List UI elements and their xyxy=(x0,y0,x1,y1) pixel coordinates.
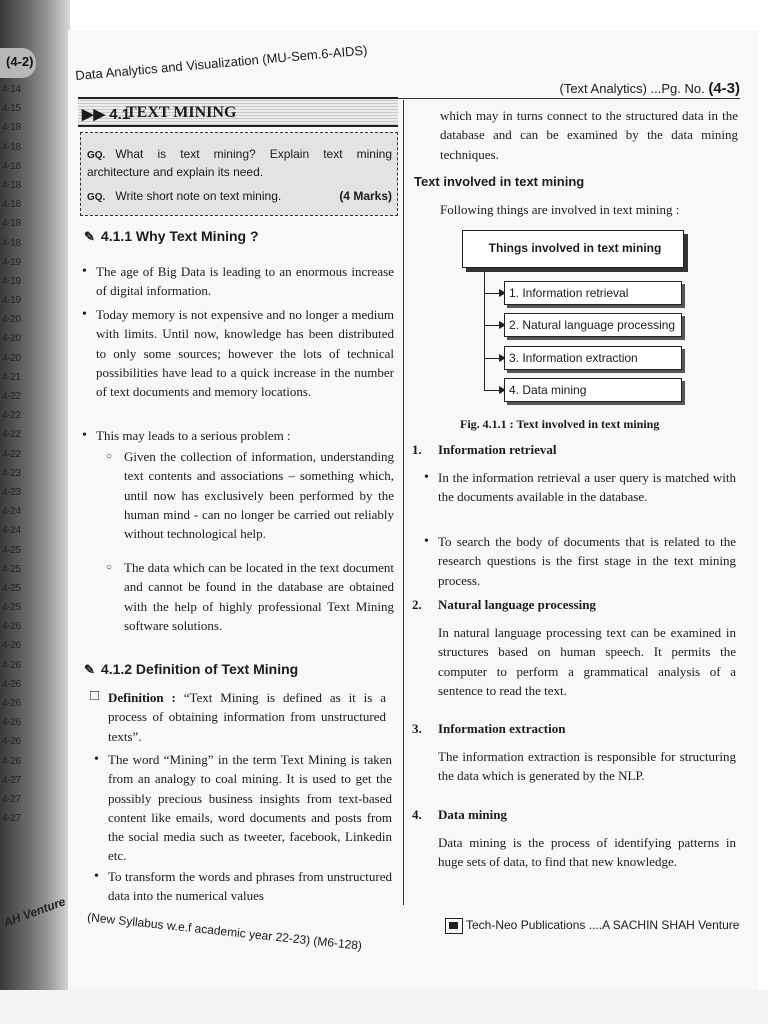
figure-caption: Fig. 4.1.1 : Text involved in text mining xyxy=(460,417,660,431)
side-index-entry: 4-21 xyxy=(2,371,21,383)
side-index-entry: 4-23 xyxy=(2,486,21,498)
why-subpoint-2: ○ The data which can be located in the text document and cannot be found in the database are obtained with the help of highly professional Text Mining software solutions. xyxy=(124,558,394,635)
diagram-connector xyxy=(484,270,485,391)
sec4-heading: 4. Data mining xyxy=(412,807,507,822)
side-index-entry: 4-18 xyxy=(2,237,21,249)
why-bullet-2: • Today memory is not expensive and no longer a medium with limits. Until now, knowledge has been distributed to only some sources; however the lots of technical possibilities have lead to a quick increase in the number of text documents and memory locations. xyxy=(96,305,394,401)
subheading-definition: ✎ 4.1.2 Definition of Text Mining xyxy=(84,661,299,677)
sec1-bullet-2: • To search the body of documents that is related to the research questions is the first stage in the text mining process. xyxy=(438,532,736,590)
side-index-entry: 4-26 xyxy=(2,717,21,729)
side-index-entry: 4-18 xyxy=(2,122,21,134)
publisher-logo-icon xyxy=(445,918,463,934)
page-tab xyxy=(0,48,36,78)
side-index-entry: 4-26 xyxy=(2,755,21,767)
page-tab-label: (4-2) xyxy=(6,54,34,69)
arrow-icon xyxy=(484,325,504,326)
diagram-item-2: 2. Natural language processing xyxy=(504,313,682,337)
side-index-entry: 4-25 xyxy=(2,544,21,556)
side-index-entry: 4-27 xyxy=(2,813,21,825)
definition-bullet-2: • To transform the words and phrases from unstructured data into the numerical values xyxy=(108,867,392,906)
background-bottom xyxy=(0,990,768,1024)
definition-label: Definition : xyxy=(108,690,176,705)
side-index-entry: 4-26 xyxy=(2,640,21,652)
gq-tag: GQ. xyxy=(87,150,106,161)
side-index-entry: 4-22 xyxy=(2,429,21,441)
why-bullet-1: • The age of Big Data is leading to an enormous increase of digital information. xyxy=(96,262,394,301)
involved-intro: Following things are involved in text mining : xyxy=(440,202,680,217)
side-index-entry: 4-26 xyxy=(2,678,21,690)
pen-icon: ✎ xyxy=(84,229,95,244)
side-index-entry: 4-18 xyxy=(2,179,21,191)
arrow-icon xyxy=(484,390,504,391)
side-index-entry: 4-25 xyxy=(2,602,21,614)
side-index-entry: 4-24 xyxy=(2,525,21,537)
sec3-heading: 3. Information extraction xyxy=(412,721,566,736)
side-index-entry: 4-22 xyxy=(2,410,21,422)
gq-marks: (4 Marks) xyxy=(339,189,392,203)
header-right xyxy=(559,80,740,97)
side-index-entry: 4-23 xyxy=(2,467,21,479)
subheading-why: ✎ 4.1.1 Why Text Mining ? xyxy=(84,228,259,244)
side-index-entry: 4-27 xyxy=(2,774,21,786)
side-index-entry: 4-22 xyxy=(2,448,21,460)
continuation-text: which may in turns connect to the structured data in the database and can be examined by the data mining techniques. xyxy=(440,108,738,162)
section-heading xyxy=(78,97,398,127)
side-index-entry: 4-26 xyxy=(2,698,21,709)
arrow-icon xyxy=(484,358,504,359)
side-index-entry: 4-20 xyxy=(2,314,21,326)
side-index-entry: 4-14 xyxy=(2,84,21,95)
side-index-entry: 4-25 xyxy=(2,563,21,575)
diagram-item-1: 1. Information retrieval xyxy=(504,281,682,305)
pen-icon: ✎ xyxy=(84,662,95,677)
side-index-entry: 4-18 xyxy=(2,218,21,230)
involved-heading: Text involved in text mining xyxy=(414,174,585,189)
side-index-entry: 4-19 xyxy=(2,256,21,268)
header-left: Data Analytics and Visualization (MU-Sem.6-AIDS) xyxy=(74,42,368,83)
footer-right-text: Tech-Neo Publications ....A SACHIN SHAH Venture xyxy=(466,918,740,933)
sec4-text: Data mining is the process of identifying patterns in huge sets of data, to find that new knowledge. xyxy=(438,835,736,870)
why-bullet-3: • This may leads to a serious problem : xyxy=(96,426,394,445)
side-index-entry: 4-19 xyxy=(2,295,21,307)
side-index-entry: 4-26 xyxy=(2,621,21,633)
section-title: TEXT MINING xyxy=(126,104,237,121)
side-index-list xyxy=(2,80,62,828)
gq-question-2: GQ. Write short note on text mining. (4 Marks) xyxy=(87,189,392,203)
text-mining-diagram xyxy=(462,230,702,410)
side-index-entry: 4-20 xyxy=(2,333,21,345)
gq-question-1: GQ. What is text mining? Explain text mining architecture and explain its need. xyxy=(87,147,392,179)
header-page-number: (4-3) xyxy=(708,80,740,97)
why-subpoint-1: ○ Given the collection of information, understanding text contents and associations – something which, until now has exclusively been performed by the human mind - can no longer be carried out reliably without technological help. xyxy=(124,447,394,543)
side-index-entry: 4-26 xyxy=(2,659,21,671)
sec2-text: In natural language processing text can be examined in structures based on human speech. It permits the computer to perform a grammatical analysis of a sentence to read the text. xyxy=(438,625,736,698)
definition-bullet-1: • The word “Mining” in the term Text Mining is taken from an analogy to coal mining. It is used to get the possibly precious business insights from text-based content like emails, word documents and posts from the social media such as tweeter, facebook, Linkedin etc. xyxy=(108,750,392,866)
footer-left: (New Syllabus w.e.f academic year 22-23) (M6-128) xyxy=(86,910,363,953)
sec1-bullet-1: • In the information retrieval a user query is matched with the documents available in the database. xyxy=(438,468,736,507)
section-number: ▶▶ 4.1 xyxy=(82,106,131,123)
diagram-item-3: 3. Information extraction xyxy=(504,346,682,370)
sec1-heading: 1. Information retrieval xyxy=(412,442,557,457)
side-index-entry: 4-24 xyxy=(2,506,21,518)
side-index-entry: 4-26 xyxy=(2,736,21,748)
diagram-title-box: Things involved in text mining xyxy=(462,230,684,268)
side-index-entry: 4-25 xyxy=(2,582,21,594)
definition-text xyxy=(108,688,386,746)
sec3-text: The information extraction is responsible for structuring the data which is generated by the NLP. xyxy=(438,749,736,784)
side-index-entry: 4-18 xyxy=(2,160,21,172)
footer-right xyxy=(445,918,739,934)
gq-tag: GQ. xyxy=(87,192,106,203)
definition-body: “Text Mining is defined as it is a process of obtaining information from unstructured texts”. xyxy=(108,690,386,744)
header-right-prefix: (Text Analytics) ...Pg. No. xyxy=(559,81,705,96)
side-index-entry: 4-19 xyxy=(2,275,21,287)
brand-corner-text: AH Venture xyxy=(1,894,68,930)
side-index-entry: 4-22 xyxy=(2,391,21,402)
column-divider xyxy=(403,100,404,905)
side-index-entry: 4-18 xyxy=(2,199,21,211)
side-index-entry: 4-20 xyxy=(2,352,21,364)
arrow-icon xyxy=(484,293,504,294)
sec2-heading: 2. Natural language processing xyxy=(412,597,596,612)
side-index-entry: 4-15 xyxy=(2,103,21,115)
diagram-item-4: 4. Data mining xyxy=(504,378,682,402)
side-index-entry: 4-27 xyxy=(2,793,21,805)
gq-box xyxy=(80,132,398,216)
side-index-entry: 4-18 xyxy=(2,141,21,153)
